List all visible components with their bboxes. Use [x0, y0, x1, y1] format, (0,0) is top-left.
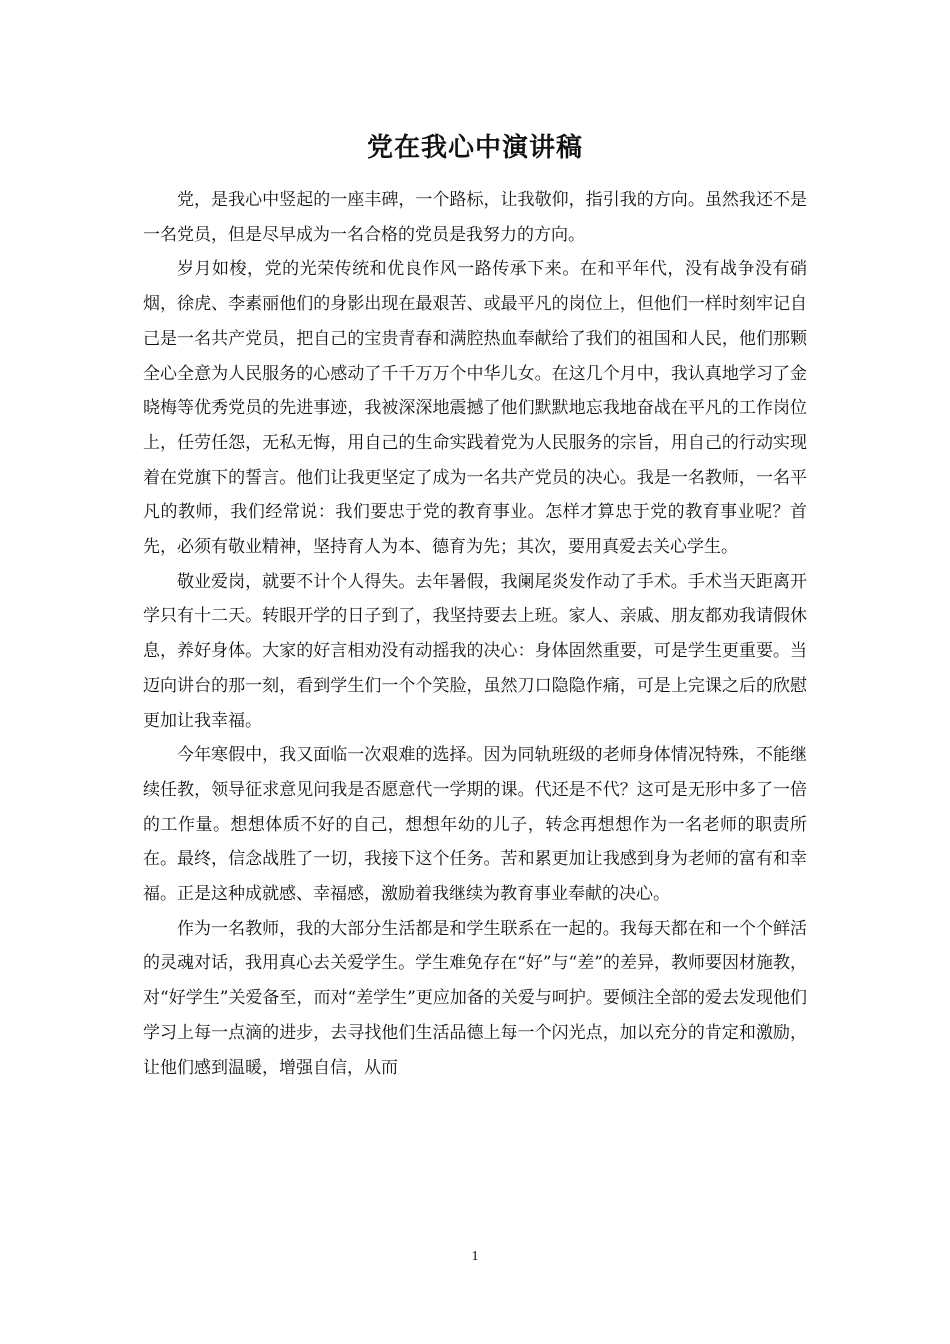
- document-title: 党在我心中演讲稿: [366, 133, 583, 163]
- paragraph-1: 党，是我心中竖起的一座丰碑，一个路标，让我敬仰，指引我的方向。虽然我还不是一名党员，但是尽早成为一名合格的党员是我努力的方向。: [143, 190, 807, 245]
- paragraph-3: 敬业爱岗，就要不计个人得失。去年暑假，我阑尾炎发作动了手术。手术当天距离开学只有十二天。转眼开学的日子到了，我坚持要去上班。家人、亲戚、朋友都劝我请假休息，养好身体。大家的好言相劝没有动摇我的决心：身体固然重要，可是学生更重要。当迈向讲台的那一刻，看到学生们一个个笑脸，虽然刀口隐隐作痛，可是上完课之后的欣慰更加让我幸福。: [143, 571, 807, 731]
- paragraph-4: 今年寒假中，我又面临一次艰难的选择。因为同轨班级的老师身体情况特殊，不能继续任教，领导征求意见问我是否愿意代一学期的课。代还是不代？这可是无形中多了一倍的工作量。想想体质不好的自己，想想年幼的儿子，转念再想想作为一名老师的职责所在。最终，信念战胜了一切，我接下这个任务。苦和累更加让我感到身为老师的富有和幸福。正是这种成就感、幸福感，激励着我继续为教育事业奉献的决心。: [143, 745, 807, 905]
- paragraph-5: 作为一名教师，我的大部分生活都是和学生联系在一起的。我每天都在和一个个鲜活的灵魂对话，我用真心去关爱学生。学生难免存在“好”与“差”的差异，教师要因材施教，对“好学生”关爱备至，而对“差学生”更应加备的关爱与呵护。要倾注全部的爱去发现他们学习上每一点滴的进步，去寻找他们生活品德上每一个闪光点，加以充分的肯定和激励，让他们感到温暖，增强自信，从而: [143, 918, 807, 1078]
- paragraph-2: 岁月如梭，党的光荣传统和优良作风一路传承下来。在和平年代，没有战争没有硝烟，徐虎、李素丽他们的身影出现在最艰苦、或最平凡的岗位上，但他们一样时刻牢记自己是一名共产党员，把自己的宝贵青春和满腔热血奉献给了我们的祖国和人民，他们那颗全心全意为人民服务的心感动了千千万万个中华儿女。在这几个月中，我认真地学习了金晓梅等优秀党员的先进事迹，我被深深地震撼了他们默默地忘我地奋战在平凡的工作岗位上，任劳任怨，无私无悔，用自己的生命实践着党为人民服务的宗旨，用自己的行动实现着在党旗下的誓言。他们让我更坚定了成为一名共产党员的决心。我是一名教师，一名平凡的教师，我们经常说：我们要忠于党的教育事业。怎样才算忠于党的教育事业呢？首先，必须有敬业精神，坚持育人为本、德育为先；其次，要用真爱去关心学生。: [143, 259, 807, 558]
- page-number: 1: [471, 1249, 479, 1264]
- document-body: [143, 183, 807, 1085]
